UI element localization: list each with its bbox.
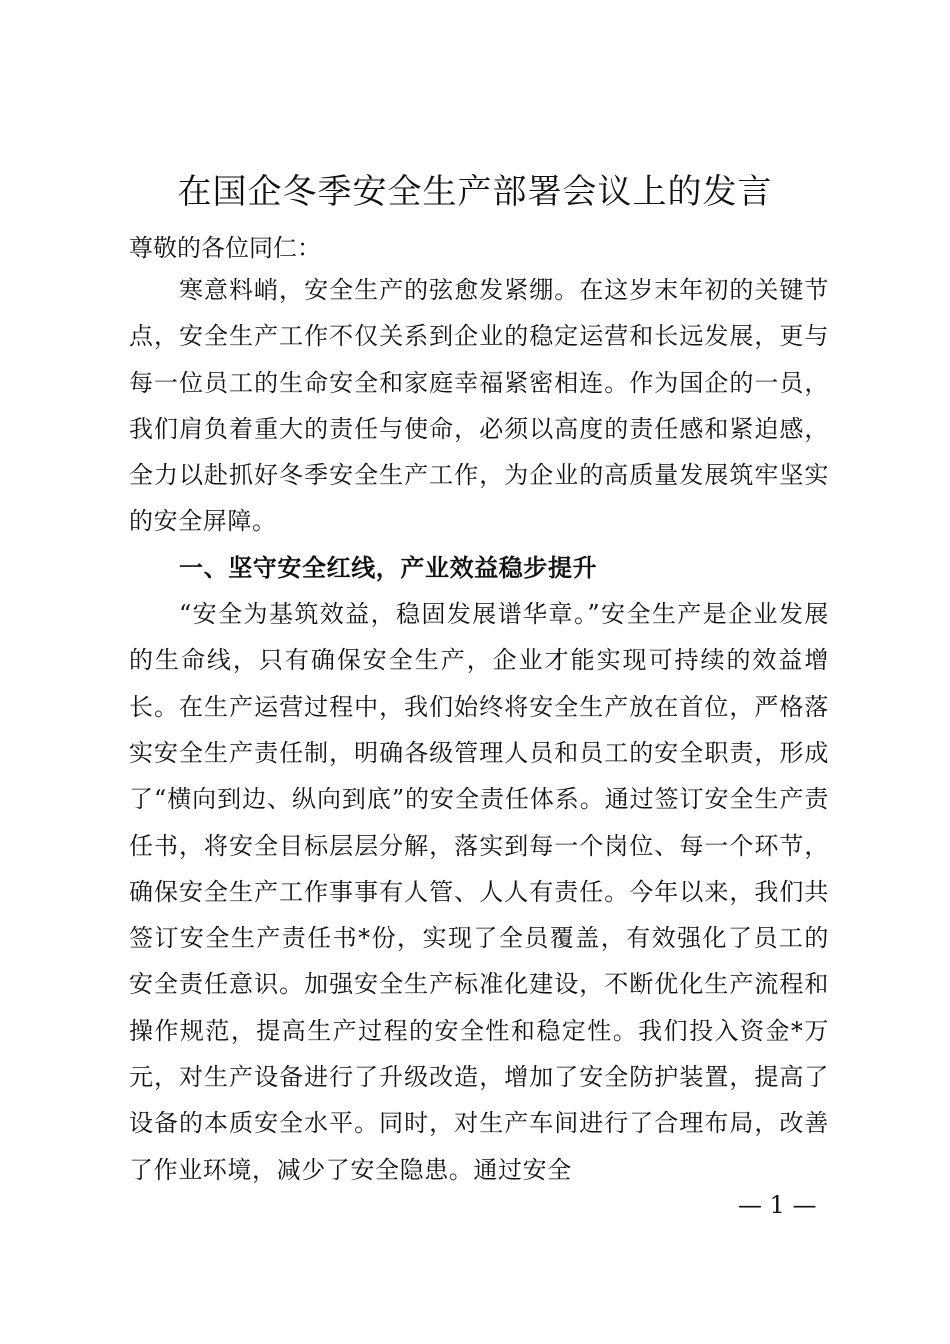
document-body <box>129 267 829 1193</box>
document-title: 在国企冬季安全生产部署会议上的发言 <box>177 172 773 212</box>
paragraph-section-1: “安全为基筑效益，稳固发展谱华章。”安全生产是企业发展的生命线，只有确保安全生产，企业才能实现可持续的效益增长。在生产运营过程中，我们始终将安全生产放在首位，严格落实安全生产责任制，明确各级管理人员和员工的安全职责，形成了“横向到边、纵向到底”的安全责任体系。通过签订安全生产责任书，将安全目标层层分解，落实到每一个岗位、每一个环节，确保安全生产工作事事有人管、人人有责任。今年以来，我们共签订安全生产责任书*份，实现了全员覆盖，有效强化了员工的安全责任意识。加强安全生产标准化建设，不断优化生产流程和操作规范，提高生产过程的安全性和稳定性。我们投入资金*万元，对生产设备进行了升级改造，增加了安全防护装置，提高了设备的本质安全水平。同时，对生产车间进行了合理布局，改善了作业环境，减少了安全隐患。通过安全 <box>129 600 829 1184</box>
salutation: 尊敬的各位同仁： <box>129 234 321 262</box>
section-heading-1: 一、坚守安全红线，产业效益稳步提升 <box>179 553 598 582</box>
page-number: — 1 — <box>738 1191 817 1219</box>
paragraph-intro: 寒意料峭，安全生产的弦愈发紧绷。在这岁末年初的关键节点，安全生产工作不仅关系到企业的稳定运营和长远发展，更与每一位员工的生命安全和家庭幸福紧密相连。作为国企的一员，我们肩负着重大的责任与使命，必须以高度的责任感和紧迫感，全力以赴抓好冬季安全生产工作，为企业的高质量发展筑牢坚实的安全屏障。 <box>129 276 829 536</box>
